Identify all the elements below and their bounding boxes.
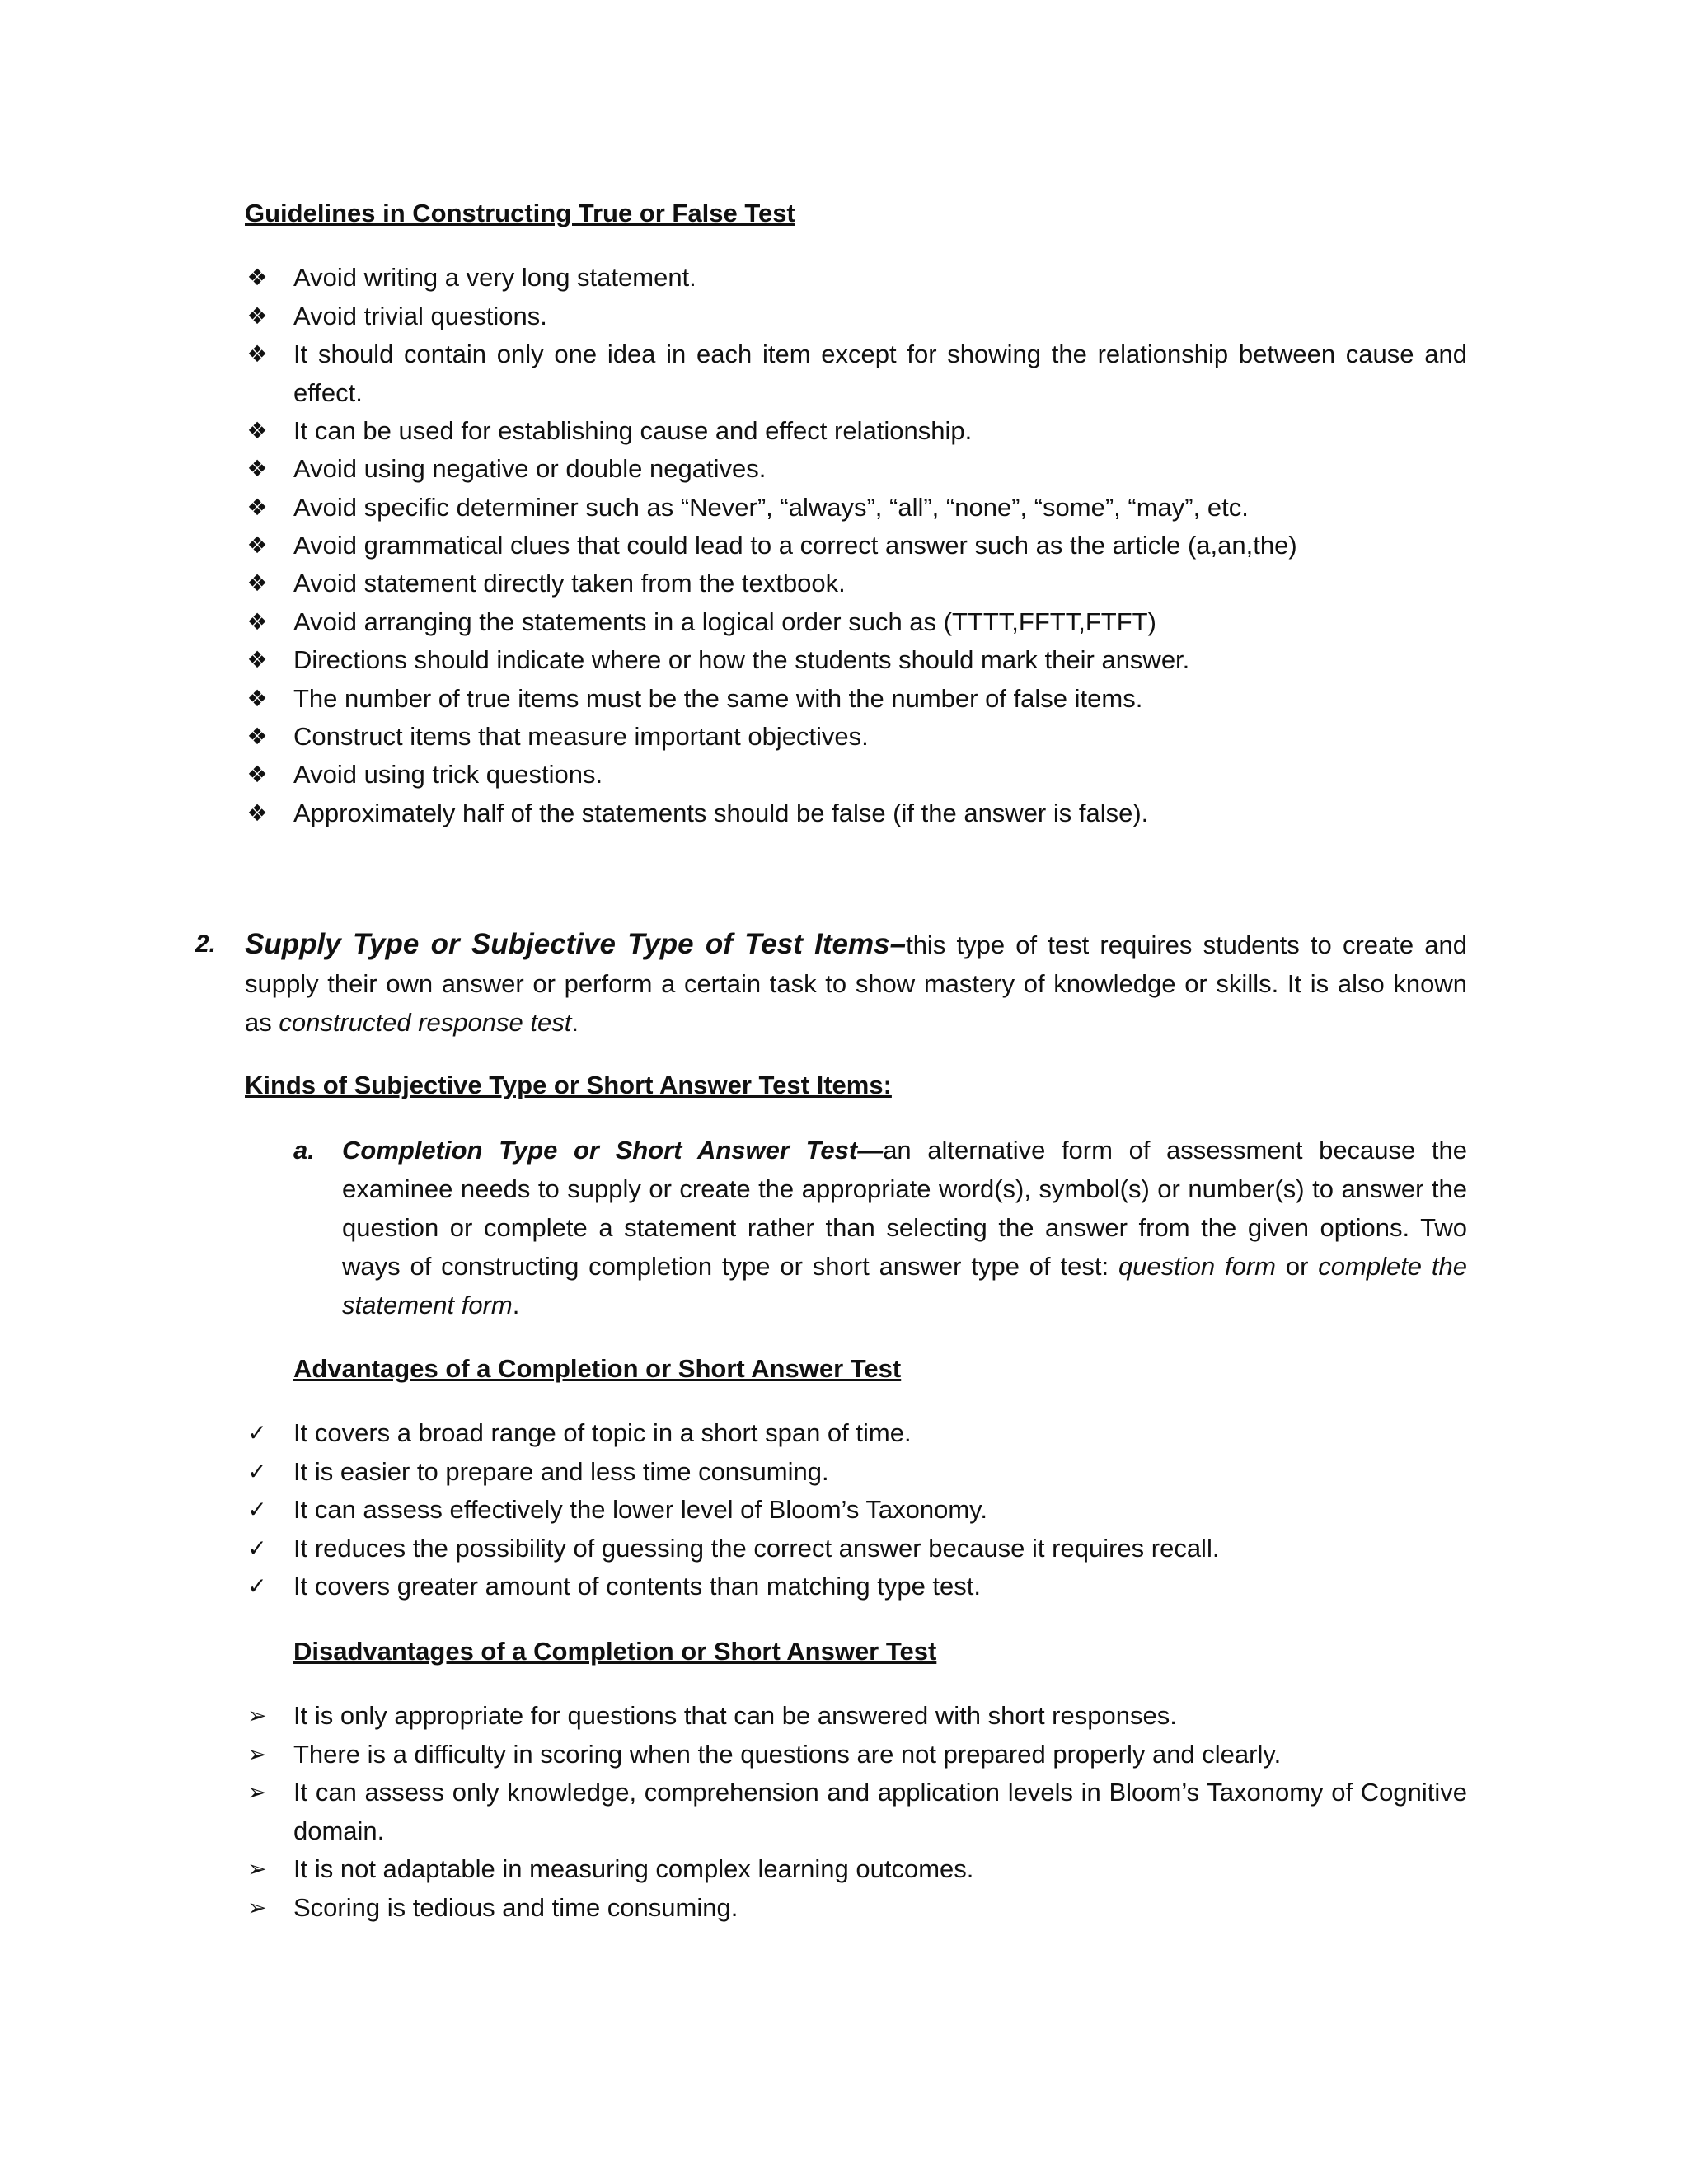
list-item: It should contain only one idea in each item except for showing the relationship between cause and effect. [293,340,1467,407]
diamond-bullet-icon: ❖ [246,800,268,826]
checkmark-icon: ✓ [247,1459,267,1484]
item-a-title: Completion Type or Short Answer Test [342,1136,858,1165]
list-item: It is only appropriate for questions that can be answered with short responses. [293,1701,1177,1730]
list-item: There is a difficulty in scoring when the questions are not prepared properly and clearly. [293,1740,1282,1769]
diamond-bullet-icon: ❖ [246,265,268,290]
item-a-dash: — [857,1136,884,1165]
list-item: Construct items that measure important objectives. [293,722,869,751]
section2-title: Supply Type or Subjective Type of Test Items [245,928,890,960]
diamond-bullet-icon: ❖ [246,418,268,443]
list-item: It can assess only knowledge, comprehension and application levels in Bloom’s Taxonomy of Cognitive domain. [293,1778,1467,1845]
list-item: It is not adaptable in measuring complex learning outcomes. [293,1854,974,1883]
list-item: It is easier to prepare and less time consuming. [293,1457,829,1486]
list-item: Approximately half of the statements should be false (if the answer is false). [293,799,1149,827]
section2-dash: – [889,928,907,960]
list-item: Avoid specific determiner such as “Never”, “always”, “all”, “none”, “some”, “may”, etc. [293,493,1249,522]
list-item: Avoid writing a very long statement. [293,263,696,292]
list-item: Avoid statement directly taken from the textbook. [293,569,846,598]
item-a-body: an alternative form of assessment because the examinee needs to supply or create the appropriate word(s), symbol(s) or number(s) to answer the question or complete a statement rather than selecting the answer from the given options. Two ways of constructing completion type or short answer type of test: [342,1136,1467,1281]
list-item: It can be used for establishing cause and effect relationship. [293,416,973,445]
disadvantages-heading: Disadvantages of a Completion or Short Answer Test [293,1637,937,1666]
arrow-bullet-icon: ➢ [247,1703,267,1728]
list-item: It reduces the possibility of guessing the correct answer because it requires recall. [293,1534,1220,1563]
list-item: It covers greater amount of contents than matching type test. [293,1572,982,1601]
kinds-heading: Kinds of Subjective Type or Short Answer Test Items: [245,1071,892,1099]
arrow-bullet-icon: ➢ [247,1856,267,1882]
list-item: Scoring is tedious and time consuming. [293,1893,738,1922]
diamond-bullet-icon: ❖ [246,762,268,787]
checkmark-icon: ✓ [247,1573,267,1599]
diamond-bullet-icon: ❖ [246,456,268,481]
section2-paragraph [245,925,1467,1042]
diamond-bullet-icon: ❖ [246,609,268,635]
item-a-label: a. [293,1136,315,1165]
section2-italic-term: constructed response test [279,1008,572,1037]
item-a-form1: question form [1118,1252,1276,1281]
item-a-paragraph [342,1131,1467,1324]
advantages-heading: Advantages of a Completion or Short Answer Test [293,1354,902,1383]
diamond-bullet-icon: ❖ [246,647,268,673]
diamond-bullet-icon: ❖ [246,494,268,520]
list-item: It covers a broad range of topic in a short span of time. [293,1418,912,1447]
tf-guidelines-heading: Guidelines in Constructing True or False Test [245,199,795,227]
arrow-bullet-icon: ➢ [247,1895,267,1920]
list-item: Avoid arranging the statements in a logical order such as (TTTT,FFTT,FTFT) [293,607,1156,636]
section-number: 2. [195,930,217,958]
diamond-bullet-icon: ❖ [246,532,268,558]
list-item: Avoid trivial questions. [293,302,547,330]
list-item: Avoid using trick questions. [293,760,603,789]
list-item: It can assess effectively the lower level of Bloom’s Taxonomy. [293,1495,987,1524]
diamond-bullet-icon: ❖ [246,303,268,329]
checkmark-icon: ✓ [247,1535,267,1561]
arrow-bullet-icon: ➢ [247,1741,267,1767]
diamond-bullet-icon: ❖ [246,341,268,367]
diamond-bullet-icon: ❖ [246,686,268,711]
item-a-end: . [512,1291,520,1319]
diamond-bullet-icon: ❖ [246,724,268,749]
arrow-bullet-icon: ➢ [247,1779,267,1805]
checkmark-icon: ✓ [247,1497,267,1522]
list-item: Avoid using negative or double negatives. [293,454,767,483]
checkmark-icon: ✓ [247,1420,267,1446]
item-a-or: or [1276,1252,1319,1281]
list-item: Directions should indicate where or how the students should mark their answer. [293,645,1190,674]
section2-end: . [571,1008,579,1037]
list-item: Avoid grammatical clues that could lead to a correct answer such as the article (a,an,the) [293,531,1297,560]
diamond-bullet-icon: ❖ [246,570,268,596]
section2-body: this type of test requires students to create and supply their own answer or perform a certain task to show mastery of knowledge or skills. It is also known as [245,930,1467,1037]
item-a-form2: complete the statement form [342,1252,1467,1319]
list-item: The number of true items must be the same with the number of false items. [293,684,1143,713]
